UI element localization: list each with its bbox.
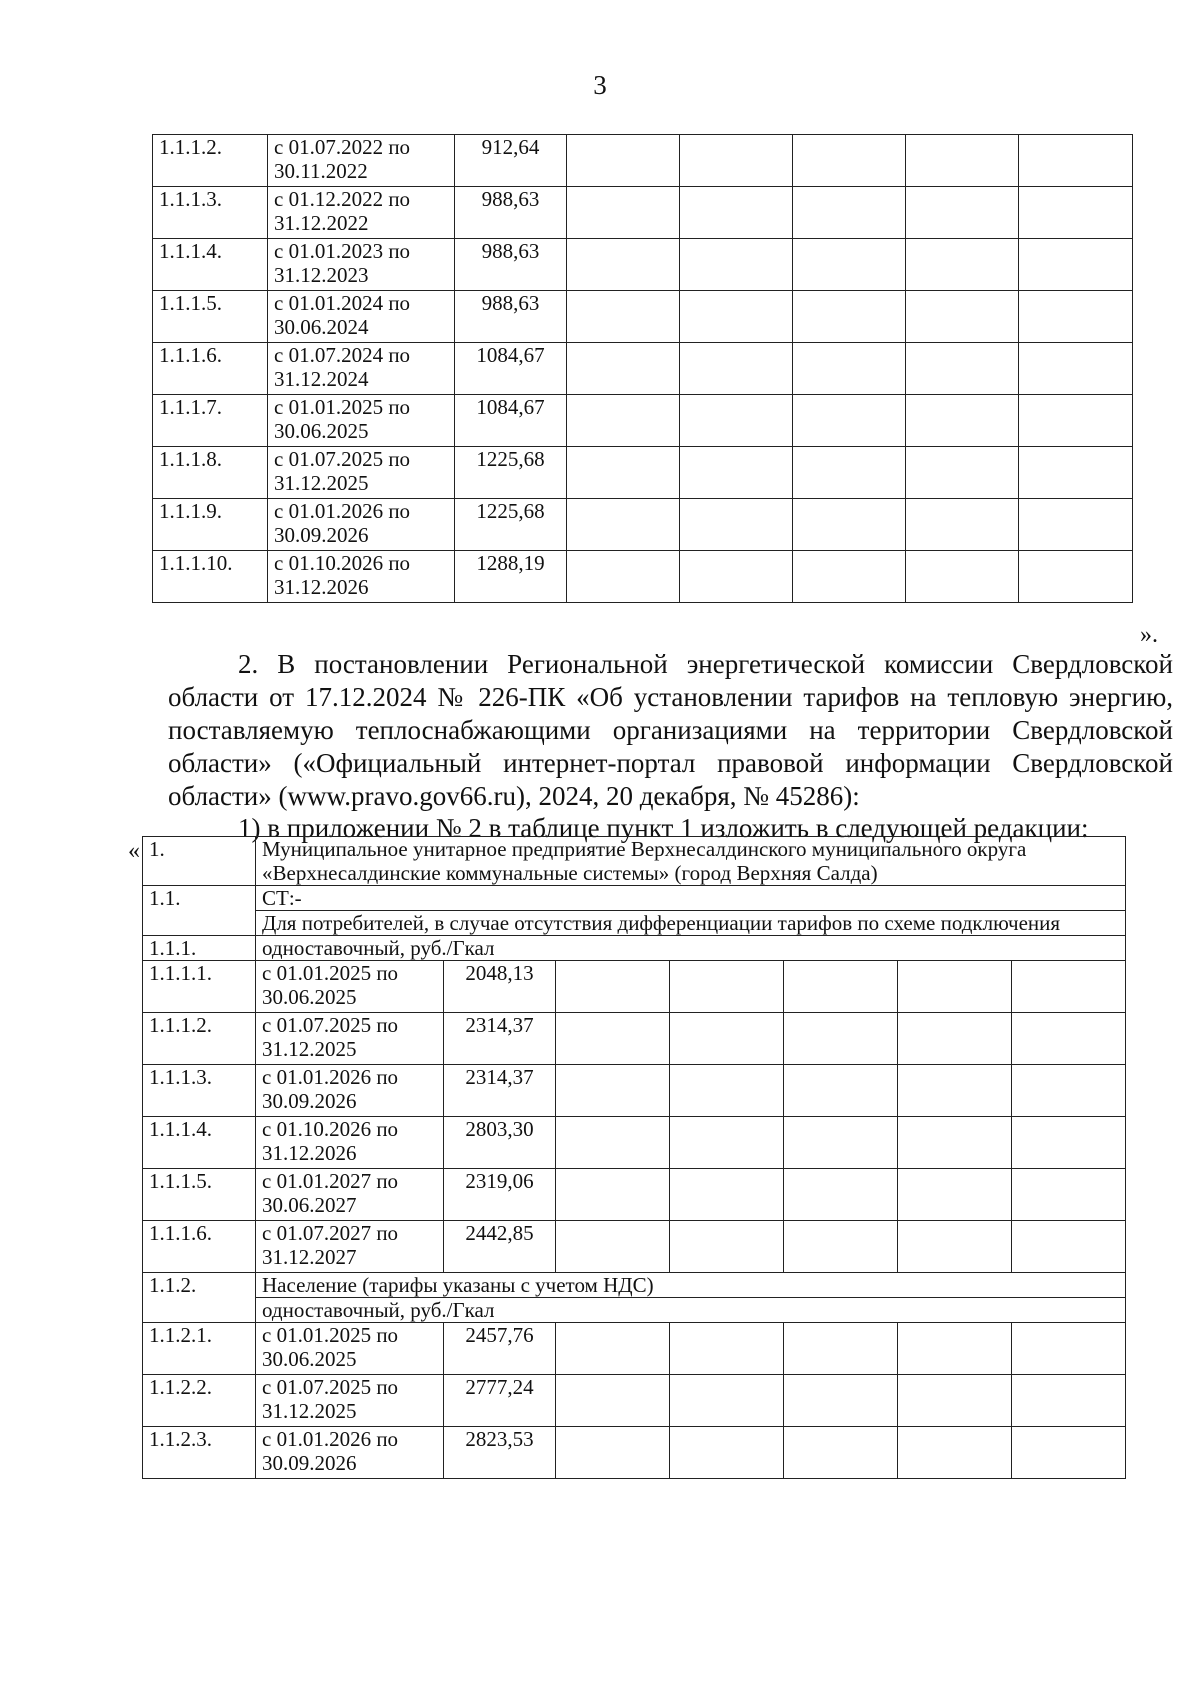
- empty-cell: [1012, 961, 1126, 1013]
- row-value: 2314,37: [444, 1013, 556, 1065]
- row-code: 1.1.1.3.: [143, 1065, 256, 1117]
- empty-cell: [670, 961, 784, 1013]
- row-code: 1.1.1.2.: [143, 1013, 256, 1065]
- st-label: СТ:-: [256, 886, 1126, 911]
- empty-cell: [793, 395, 906, 447]
- tariff-table-new-edition: [142, 836, 1126, 1479]
- empty-cell: [1012, 1065, 1126, 1117]
- row-value: 2457,76: [444, 1323, 556, 1375]
- row-period: с 01.01.2025 по 30.06.2025: [256, 961, 444, 1013]
- table-row: [153, 343, 1133, 395]
- tariff-table-continuation: [152, 134, 1133, 603]
- row-value: 2823,53: [444, 1427, 556, 1479]
- st-code: 1.1.: [143, 886, 256, 936]
- row-value: 988,63: [455, 291, 567, 343]
- empty-cell: [793, 291, 906, 343]
- empty-cell: [567, 291, 680, 343]
- empty-cell: [784, 1375, 898, 1427]
- empty-cell: [670, 1221, 784, 1273]
- empty-cell: [898, 1375, 1012, 1427]
- empty-cell: [898, 1065, 1012, 1117]
- org-code: 1.: [143, 837, 256, 886]
- row-value: 1084,67: [455, 343, 567, 395]
- empty-cell: [670, 1427, 784, 1479]
- consumers-row: [143, 911, 1126, 936]
- empty-cell: [1019, 291, 1133, 343]
- empty-cell: [906, 291, 1019, 343]
- row-period: с 01.10.2026 по 31.12.2026: [268, 551, 455, 603]
- row-period: с 01.01.2026 по 30.09.2026: [256, 1065, 444, 1117]
- empty-cell: [1012, 1169, 1126, 1221]
- empty-cell: [567, 135, 680, 187]
- row-period: с 01.01.2024 по 30.06.2024: [268, 291, 455, 343]
- empty-cell: [1012, 1323, 1126, 1375]
- table-row: [143, 1323, 1126, 1375]
- empty-cell: [906, 239, 1019, 291]
- row-period: с 01.07.2025 по 31.12.2025: [268, 447, 455, 499]
- empty-cell: [898, 1427, 1012, 1479]
- table-row: [153, 499, 1133, 551]
- table-row: [153, 239, 1133, 291]
- row-code: 1.1.1.9.: [153, 499, 268, 551]
- empty-cell: [898, 1169, 1012, 1221]
- empty-cell: [567, 551, 680, 603]
- consumers-label: Для потребителей, в случае отсутствия дифференциации тарифов по схеме подключения: [256, 911, 1126, 936]
- empty-cell: [784, 1169, 898, 1221]
- row-code: 1.1.2.3.: [143, 1427, 256, 1479]
- empty-cell: [1012, 1375, 1126, 1427]
- empty-cell: [784, 961, 898, 1013]
- row-value: 1225,68: [455, 447, 567, 499]
- empty-cell: [898, 1221, 1012, 1273]
- empty-cell: [784, 1065, 898, 1117]
- empty-cell: [1019, 343, 1133, 395]
- row-value: 988,63: [455, 187, 567, 239]
- row-value: 2048,13: [444, 961, 556, 1013]
- row-code: 1.1.1.6.: [153, 343, 268, 395]
- table-row: [143, 1221, 1126, 1273]
- closing-quote: ».: [1140, 622, 1158, 648]
- empty-cell: [670, 1375, 784, 1427]
- row-code: 1.1.1.4.: [153, 239, 268, 291]
- empty-cell: [898, 1013, 1012, 1065]
- row-value: 2803,30: [444, 1117, 556, 1169]
- table-row: [153, 135, 1133, 187]
- row-period: с 01.01.2026 по 30.09.2026: [256, 1427, 444, 1479]
- empty-cell: [906, 343, 1019, 395]
- single-rate-row: [143, 936, 1126, 961]
- empty-cell: [793, 135, 906, 187]
- row-period: с 01.07.2024 по 31.12.2024: [268, 343, 455, 395]
- row-period: с 01.07.2027 по 31.12.2027: [256, 1221, 444, 1273]
- paragraph-2: 2. В постановлении Региональной энергетической комиссии Свердловской области от 17.12.2024 № 226-ПК «Об установлении тарифов на тепловую энергию, поставляемую теплоснабжающими организациями на территории Свердловской области» («Официальный интернет-портал правовой информации Свердловской области» (www.pravo.gov66.ru), 2024, 20 декабря, № 45286):: [168, 649, 1173, 811]
- row-value: 912,64: [455, 135, 567, 187]
- empty-cell: [556, 961, 670, 1013]
- table-row: [153, 291, 1133, 343]
- empty-cell: [784, 1323, 898, 1375]
- empty-cell: [906, 135, 1019, 187]
- table-row: [143, 1013, 1126, 1065]
- row-period: с 01.01.2023 по 31.12.2023: [268, 239, 455, 291]
- empty-cell: [898, 961, 1012, 1013]
- empty-cell: [784, 1013, 898, 1065]
- empty-cell: [680, 135, 793, 187]
- empty-cell: [556, 1013, 670, 1065]
- org-name: Муниципальное унитарное предприятие Верхнесалдинского муниципального округа «Верхнесалдинские коммунальные системы» (город Верхняя Салда): [256, 837, 1126, 886]
- empty-cell: [680, 239, 793, 291]
- row-code: 1.1.1.5.: [143, 1169, 256, 1221]
- empty-cell: [1012, 1427, 1126, 1479]
- empty-cell: [567, 499, 680, 551]
- empty-cell: [670, 1323, 784, 1375]
- empty-cell: [784, 1221, 898, 1273]
- org-row: [143, 837, 1126, 886]
- row-period: с 01.10.2026 по 31.12.2026: [256, 1117, 444, 1169]
- empty-cell: [556, 1117, 670, 1169]
- row-code: 1.1.1.3.: [153, 187, 268, 239]
- subpoint-1: 1) в приложении № 2 в таблице пункт 1 изложить в следующей редакции:: [238, 813, 1089, 843]
- empty-cell: [793, 551, 906, 603]
- empty-cell: [556, 1169, 670, 1221]
- empty-cell: [556, 1323, 670, 1375]
- row-value: 1288,19: [455, 551, 567, 603]
- empty-cell: [556, 1221, 670, 1273]
- empty-cell: [906, 187, 1019, 239]
- empty-cell: [1019, 499, 1133, 551]
- table-row: [143, 1169, 1126, 1221]
- empty-cell: [1012, 1117, 1126, 1169]
- page-number: 3: [593, 70, 607, 100]
- empty-cell: [793, 499, 906, 551]
- empty-cell: [670, 1065, 784, 1117]
- empty-cell: [793, 447, 906, 499]
- empty-cell: [1019, 395, 1133, 447]
- empty-cell: [906, 499, 1019, 551]
- row-code: 1.1.2.1.: [143, 1323, 256, 1375]
- empty-cell: [906, 395, 1019, 447]
- row-value: 2777,24: [444, 1375, 556, 1427]
- population-rate-label: одноставочный, руб./Гкал: [256, 1298, 1126, 1323]
- row-value: 2442,85: [444, 1221, 556, 1273]
- row-code: 1.1.1.10.: [153, 551, 268, 603]
- empty-cell: [680, 187, 793, 239]
- single-rate-label: одноставочный, руб./Гкал: [256, 936, 1126, 961]
- row-period: с 01.07.2022 по 30.11.2022: [268, 135, 455, 187]
- empty-cell: [680, 551, 793, 603]
- table-row: [153, 187, 1133, 239]
- empty-cell: [793, 239, 906, 291]
- empty-cell: [680, 291, 793, 343]
- row-period: с 01.12.2022 по 31.12.2022: [268, 187, 455, 239]
- empty-cell: [1019, 239, 1133, 291]
- empty-cell: [567, 343, 680, 395]
- empty-cell: [906, 551, 1019, 603]
- row-period: с 01.07.2025 по 31.12.2025: [256, 1013, 444, 1065]
- row-period: с 01.01.2025 по 30.06.2025: [268, 395, 455, 447]
- empty-cell: [1012, 1221, 1126, 1273]
- row-code: 1.1.1.8.: [153, 447, 268, 499]
- row-value: 2319,06: [444, 1169, 556, 1221]
- empty-cell: [1019, 551, 1133, 603]
- population-row: [143, 1273, 1126, 1298]
- empty-cell: [680, 343, 793, 395]
- empty-cell: [793, 187, 906, 239]
- row-value: 988,63: [455, 239, 567, 291]
- empty-cell: [784, 1427, 898, 1479]
- empty-cell: [567, 239, 680, 291]
- empty-cell: [680, 395, 793, 447]
- empty-cell: [1019, 187, 1133, 239]
- empty-cell: [793, 343, 906, 395]
- row-code: 1.1.1.5.: [153, 291, 268, 343]
- table-row: [153, 447, 1133, 499]
- row-period: с 01.01.2025 по 30.06.2025: [256, 1323, 444, 1375]
- empty-cell: [556, 1375, 670, 1427]
- empty-cell: [1019, 135, 1133, 187]
- empty-cell: [1012, 1013, 1126, 1065]
- empty-cell: [670, 1013, 784, 1065]
- empty-cell: [567, 187, 680, 239]
- opening-quote: «: [128, 838, 140, 864]
- empty-cell: [556, 1427, 670, 1479]
- row-code: 1.1.2.2.: [143, 1375, 256, 1427]
- empty-cell: [680, 499, 793, 551]
- row-code: 1.1.1.1.: [143, 961, 256, 1013]
- empty-cell: [670, 1117, 784, 1169]
- table-row: [153, 551, 1133, 603]
- population-code: 1.1.2.: [143, 1273, 256, 1323]
- row-code: 1.1.1.2.: [153, 135, 268, 187]
- population-rate-row: [143, 1298, 1126, 1323]
- table-row: [153, 395, 1133, 447]
- st-row: [143, 886, 1126, 911]
- empty-cell: [680, 447, 793, 499]
- table-row: [143, 1065, 1126, 1117]
- population-label: Население (тарифы указаны с учетом НДС): [256, 1273, 1126, 1298]
- table-row: [143, 1375, 1126, 1427]
- empty-cell: [784, 1117, 898, 1169]
- row-period: с 01.01.2026 по 30.09.2026: [268, 499, 455, 551]
- row-code: 1.1.1.6.: [143, 1221, 256, 1273]
- empty-cell: [556, 1065, 670, 1117]
- empty-cell: [1019, 447, 1133, 499]
- row-period: с 01.07.2025 по 31.12.2025: [256, 1375, 444, 1427]
- row-code: 1.1.1.7.: [153, 395, 268, 447]
- table-row: [143, 1427, 1126, 1479]
- row-value: 1084,67: [455, 395, 567, 447]
- row-code: 1.1.1.4.: [143, 1117, 256, 1169]
- row-value: 1225,68: [455, 499, 567, 551]
- single-rate-code: 1.1.1.: [143, 936, 256, 961]
- empty-cell: [906, 447, 1019, 499]
- empty-cell: [898, 1323, 1012, 1375]
- table-row: [143, 1117, 1126, 1169]
- empty-cell: [567, 447, 680, 499]
- row-value: 2314,37: [444, 1065, 556, 1117]
- empty-cell: [898, 1117, 1012, 1169]
- table-row: [143, 961, 1126, 1013]
- row-period: с 01.01.2027 по 30.06.2027: [256, 1169, 444, 1221]
- empty-cell: [567, 395, 680, 447]
- empty-cell: [670, 1169, 784, 1221]
